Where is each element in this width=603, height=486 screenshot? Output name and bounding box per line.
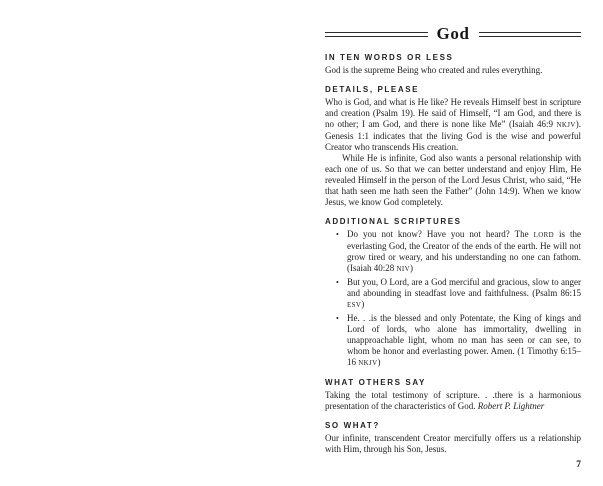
list-item (325, 277, 581, 311)
scripture-list (325, 229, 581, 369)
paragraph: God is the supreme Being who created and rules everything. (325, 65, 543, 75)
chapter-title-row (325, 24, 581, 44)
section-heading-what-others-say: WHAT OTHERS SAY (325, 378, 426, 387)
bullet-icon: • (336, 277, 339, 287)
list-item (325, 313, 581, 369)
paragraph: Our infinite, transcendent Creator mercifully offers us a relationship with Him, through his Son, Jesus. (325, 433, 581, 454)
section-what-others-say (325, 378, 581, 412)
scripture-text: Do you not know? Have you not heard? The LORD is the everlasting God, the Creator of the ends of the earth. He will not grow tired or weary, and his understanding no one can fathom. (Isaiah 40:28 NIV) (347, 229, 581, 273)
scripture-text: He. . .is the blessed and only Potentate, the King of kings and Lord of lords, who alone has immortality, dwelling in unapproachable light, whom no man has seen or can see, to whom be honor and everlasting power. Amen. (1 Timothy 6:15–16 NKJV) (347, 313, 581, 367)
section-heading-so-what: SO WHAT? (325, 421, 380, 430)
section-additional-scriptures (325, 217, 581, 369)
bullet-icon: • (336, 313, 339, 323)
title-rule-right (479, 32, 582, 37)
section-heading-in-ten-words: IN TEN WORDS OR LESS (325, 53, 454, 62)
paragraph: Who is God, and what is He like? He reveals Himself best in scripture and creation (Psalm 19). He said of Himself, “I am God, and there is no other; I am God, and there is none like Me” (Isaiah 46:9 NKJV). Genesis 1:1 indicates that the living God is the wise and powerful Creator who transcends His creation. (325, 97, 581, 152)
scripture-text: But you, O Lord, are a God merciful and gracious, slow to anger and abounding in steadfast love and faithfulness. (Psalm 86:15 ESV) (347, 277, 581, 309)
section-details-please (325, 85, 581, 208)
list-item (325, 229, 581, 275)
section-heading-additional-scriptures: ADDITIONAL SCRIPTURES (325, 217, 462, 226)
page-column (325, 24, 581, 455)
title-rule-left (325, 32, 428, 37)
paragraph: While He is infinite, God also wants a personal relationship with each one of us. So that we can better understand and enjoy Him, He revealed Himself in the person of the Lord Jesus Christ, who said, “He that hath seen me hath seen the Father” (John 14:9). When we know Jesus, we know God completely. (325, 153, 581, 207)
bullet-icon: • (336, 229, 339, 239)
section-heading-details-please: DETAILS, PLEASE (325, 85, 420, 94)
section-so-what (325, 421, 581, 455)
page-number: 7 (576, 460, 581, 470)
page-title: God (436, 24, 470, 43)
section-in-ten-words (325, 53, 581, 76)
paragraph: Taking the total testimony of scripture. . .there is a harmonious presentation of the characteristics of God. Robert P. Lightner (325, 390, 581, 411)
